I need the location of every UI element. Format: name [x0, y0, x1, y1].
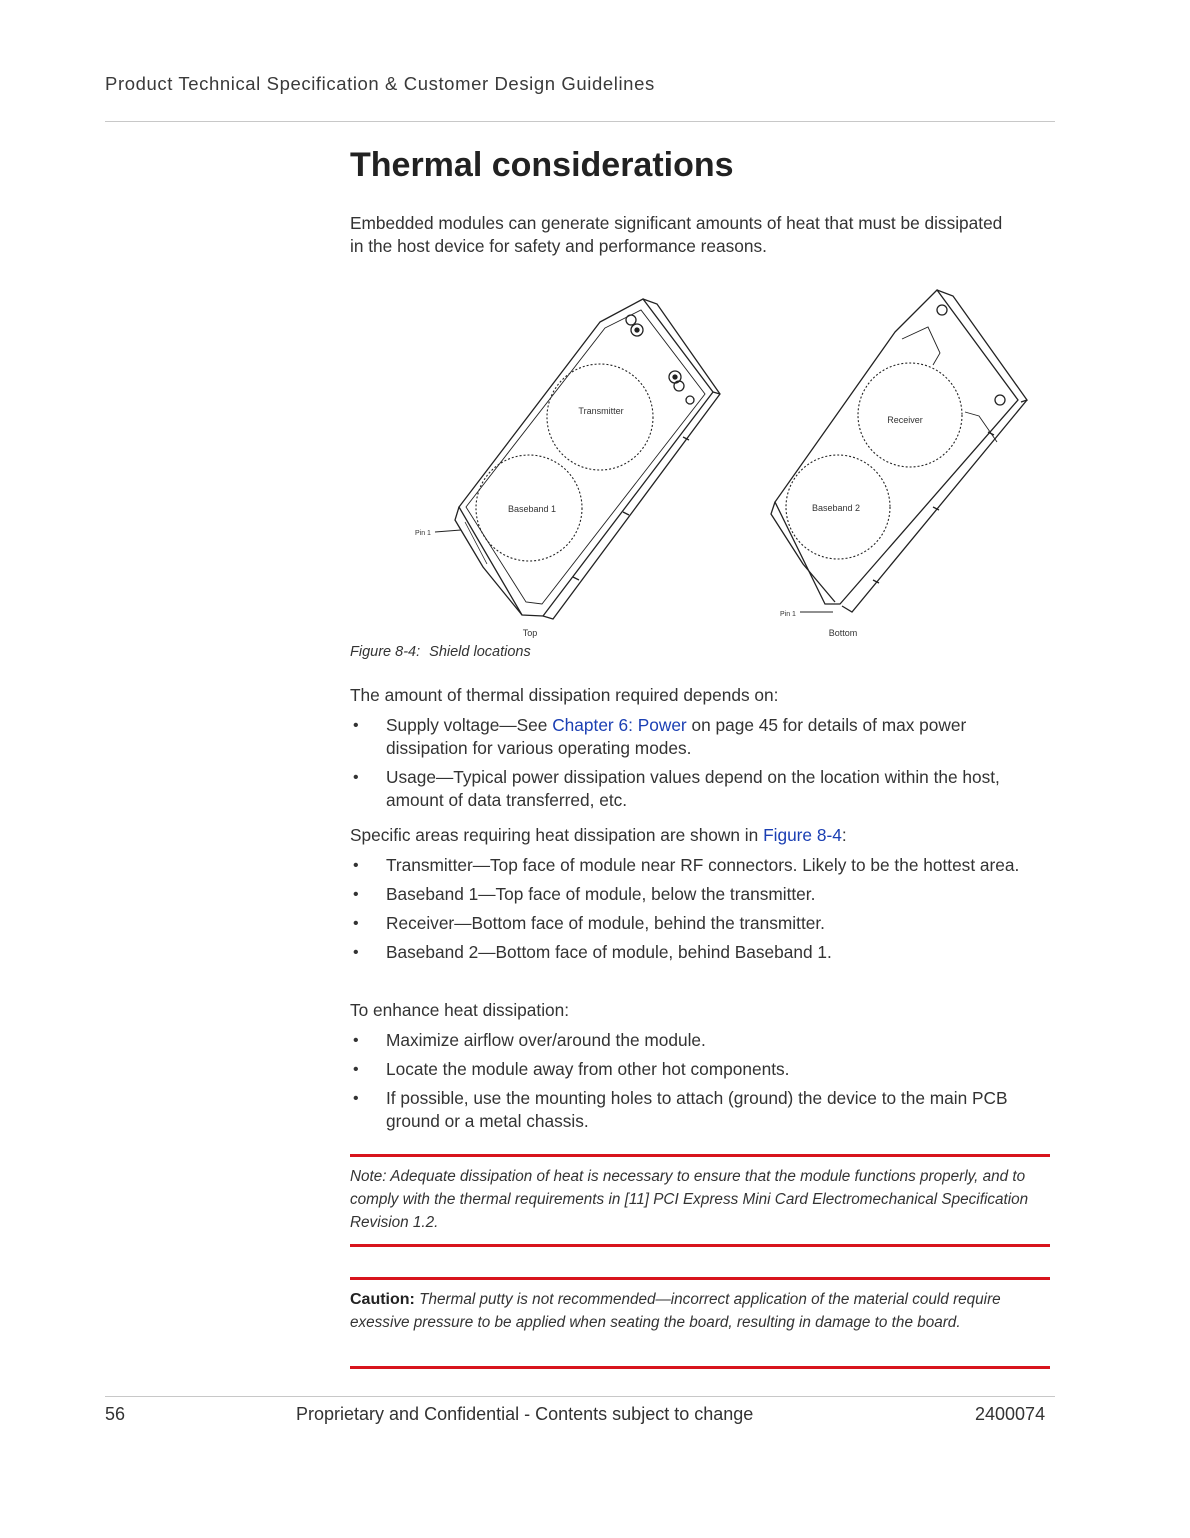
- chapter-6-power-link[interactable]: Chapter 6: Power: [552, 715, 687, 735]
- caution-bottom-rule: [350, 1366, 1050, 1369]
- baseband-2-label: Baseband 2: [811, 503, 861, 513]
- note-top-rule: [350, 1154, 1050, 1157]
- areas-lead: Specific areas requiring heat dissipation are shown in Figure 8-4:: [350, 825, 847, 845]
- list-item: • Maximize airflow over/around the module.: [353, 1030, 706, 1050]
- list-item: • Supply voltage—See Chapter 6: Power on page 45 for details of max power dissipation for various operating modes.: [353, 715, 967, 758]
- caution-text: Thermal putty is not recommended—incorrect application of the material could require exessive pressure to be applied when seating the board, resulting in damage to the board.: [350, 1291, 1001, 1331]
- page-number: 56: [105, 1404, 126, 1424]
- footer-notice: Proprietary and Confidential - Contents subject to change: [296, 1404, 754, 1424]
- caution-box: [350, 1288, 1050, 1334]
- bottom-pin-label: Pin 1: [780, 611, 796, 618]
- transmitter-label: Transmitter: [578, 406, 624, 416]
- section-title: Thermal considerations: [350, 146, 734, 184]
- top-pin-label: Pin 1: [415, 530, 431, 537]
- note-box: Note: Adequate dissipation of heat is necessary to ensure that the module functions properly, and to comply with the thermal requirements in [11] PCI Express Mini Card Electromechanical Specification Revision 1.2.: [350, 1168, 1029, 1231]
- areas-list: [350, 854, 1050, 970]
- bottom-side-label: Bottom: [828, 628, 858, 638]
- running-header: Product Technical Specification & Customer Design Guidelines: [105, 73, 655, 94]
- figure-8-4-link[interactable]: Figure 8-4: [763, 825, 842, 845]
- intro-paragraph: Embedded modules can generate significant amounts of heat that must be dissipated in the host device for safety and performance reasons.: [350, 213, 1003, 256]
- depends-list: [350, 714, 1050, 818]
- depends-lead: The amount of thermal dissipation required depends on:: [350, 685, 779, 705]
- list-item: • Baseband 2—Bottom face of module, behind Baseband 1.: [353, 942, 832, 962]
- list-item: • Baseband 1—Top face of module, below the transmitter.: [353, 884, 816, 904]
- enhance-list: [350, 1029, 1050, 1139]
- module-drawings: [405, 282, 923, 644]
- baseband-1-label: Baseband 1: [507, 504, 557, 514]
- top-side-label: Top: [522, 628, 538, 638]
- figure-caption-text: Shield locations: [429, 644, 531, 660]
- note-bottom-rule: [350, 1244, 1050, 1247]
- shield-locations-figure: [405, 282, 923, 644]
- list-item: • Locate the module away from other hot components.: [353, 1059, 790, 1079]
- figure-number: Figure 8-4:: [350, 644, 421, 660]
- caution-label: Caution:: [350, 1291, 415, 1308]
- bottom-view-module: [771, 290, 1027, 612]
- receiver-label: Receiver: [887, 415, 923, 425]
- list-item: • Receiver—Bottom face of module, behind the transmitter.: [353, 913, 825, 933]
- footer-divider: [105, 1396, 1055, 1397]
- document-number: 2400074: [975, 1404, 1046, 1424]
- figure-caption: [350, 644, 531, 660]
- list-item: • If possible, use the mounting holes to attach (ground) the device to the main PCB ground or a metal chassis.: [353, 1088, 1008, 1131]
- list-item: • Usage—Typical power dissipation values depend on the location within the host, amount of data transferred, etc.: [353, 767, 1000, 810]
- list-item: • Transmitter—Top face of module near RF connectors. Likely to be the hottest area.: [353, 855, 1020, 875]
- top-view-module: [435, 299, 720, 619]
- enhance-lead: To enhance heat dissipation:: [350, 1000, 570, 1020]
- header-divider: [105, 121, 1055, 122]
- caution-top-rule: [350, 1277, 1050, 1280]
